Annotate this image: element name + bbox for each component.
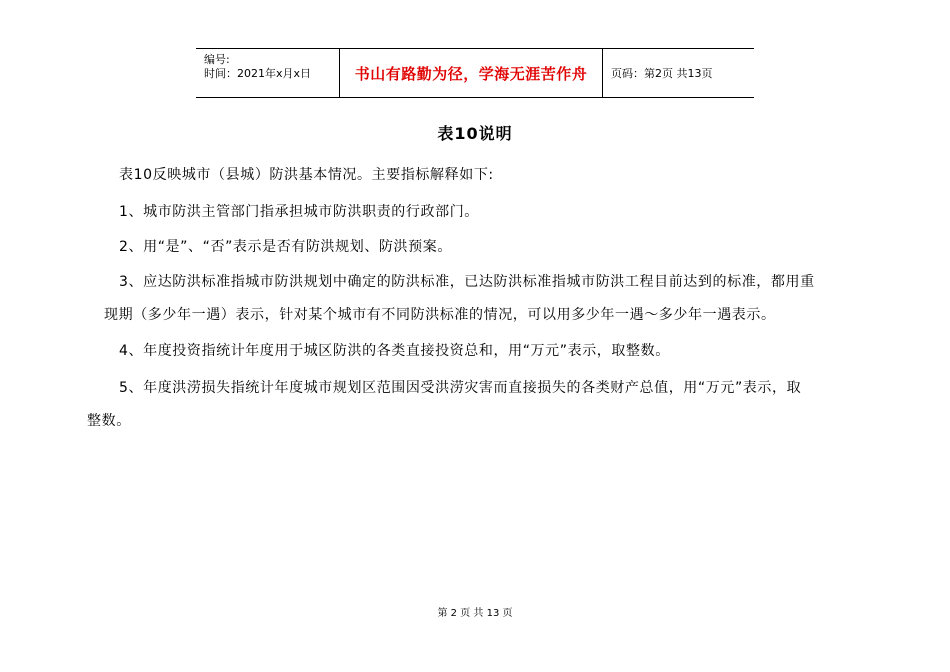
- paragraph-item-3-line-2: 现期（多少年一遇）表示，针对某个城市有不同防洪标准的情况，可以用多少年一遇～多少年一遇表示。: [104, 307, 776, 323]
- header-meta-cell: [196, 49, 340, 97]
- paragraph-item-1: 1、城市防洪主管部门指承担城市防洪职责的行政部门。: [119, 204, 479, 220]
- page-header-table: [196, 48, 754, 98]
- header-motto: 书山有路勤为径，学海无涯苦作舟: [340, 49, 603, 97]
- paragraph-intro: 表10反映城市（县城）防洪基本情况。主要指标解释如下:: [119, 167, 494, 183]
- header-page-info: 页码：第2页 共13页: [611, 67, 713, 80]
- paragraph-item-5-line-2: 整数。: [87, 413, 131, 429]
- page-footer: 第 2 页 共 13 页: [437, 608, 513, 619]
- paragraph-item-5-line-1: 5、年度洪涝损失指统计年度城市规划区范围因受洪涝灾害而直接损失的各类财产总值，用“万元”表示，取: [119, 380, 802, 396]
- paragraph-item-3-line-1: 3、应达防洪标准指城市防洪规划中确定的防洪标准，已达防洪标准指城市防洪工程目前达到的标准，都用重: [119, 274, 815, 290]
- serial-number-label: 编号:: [204, 53, 230, 66]
- document-title: 表10说明: [437, 124, 513, 143]
- paragraph-item-2: 2、用“是”、“否”表示是否有防洪规划、防洪预案。: [119, 239, 452, 255]
- time-label: 时间：2021年x月x日: [204, 67, 312, 80]
- paragraph-item-4: 4、年度投资指统计年度用于城区防洪的各类直接投资总和，用“万元”表示，取整数。: [119, 343, 670, 359]
